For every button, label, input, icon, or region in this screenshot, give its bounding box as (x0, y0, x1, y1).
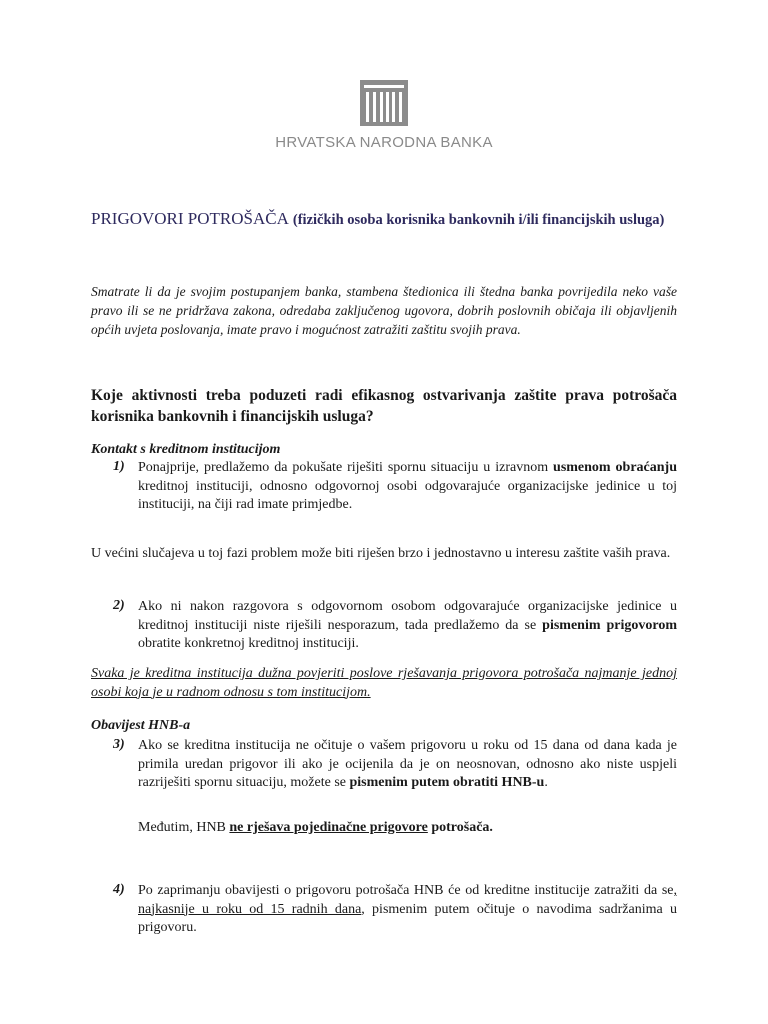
item-emphasis: ne rješava pojedinačne prigovore (229, 820, 428, 835)
logo-text: HRVATSKA NARODNA BANKA (275, 134, 493, 151)
list-number: 1) (113, 459, 125, 474)
body-paragraph: U većini slučajeva u toj fazi problem može biti riješen brzo i jednostavno u interesu zaštite vaših prava. (91, 546, 671, 561)
item-text: Međutim, HNB (138, 820, 230, 835)
title-main: PRIGOVORI POTROŠAČA (91, 209, 289, 228)
note-paragraph: Svaka je kreditna institucija dužna povjeriti poslove rješavanja prigovora potrošača najmanje jednoj osobi koja je u radnom odnosu s tom institucijom. (91, 666, 677, 700)
item-emphasis: usmenom obraćanju (553, 460, 677, 475)
item-text: potrošača. (427, 820, 493, 835)
item-text: Ako se kreditna institucija ne očituje o vašem prigovoru u roku od 15 dana od dana kada je primila uredan prigovor ili ako je ocijenila da je on neosnovan, odnosno ako niste uspjeli razriješiti spornu situaciju, možete se (138, 738, 677, 790)
title-sub: (fizičkih osoba korisnika bankovnih i/ili financijskih usluga) (292, 212, 665, 228)
item-text: kreditnoj instituciji, odnosno odgovornoj osobi odgovarajuće organizacijske jedinice u toj instituciji, na čiji rad imate primjedbe. (138, 478, 677, 512)
item-text: Po zaprimanju obavijesti o prigovoru potrošača HNB će od kreditne institucije zatražiti da se (138, 883, 674, 898)
note-hnb (113, 819, 677, 838)
item-emphasis: , najkasnije u roku od 15 radnih dana (138, 883, 677, 917)
list-number: 4) (113, 882, 125, 897)
section-heading-contact: Kontakt s kreditnom institucijom (91, 442, 281, 457)
section-heading-hnb: Obavijest HNB-a (91, 718, 191, 733)
item-text: . (544, 775, 548, 790)
item-emphasis: pismenim prigovorom (542, 617, 677, 633)
bank-building-icon (360, 80, 408, 126)
list-item-1 (113, 459, 677, 515)
list-number: 2) (113, 598, 125, 613)
intro-paragraph: Smatrate li da je svojim postupanjem banka, stambena štedionica ili štedna banka povrijedila neko vaše pravo ili se ne pridržava zakona, odredaba zaključenog ugovora, dobrih poslovnih običaja ili objavljenih općih uvjeta poslovanja, imate pravo i mogućnost zatražiti zaštitu svojih prava. (91, 284, 677, 337)
list-item-3 (113, 737, 677, 793)
question-heading: Koje aktivnosti treba poduzeti radi efikasnog ostvarivanja zaštite prava potrošača korisnika bankovnih i financijskih usluga? (91, 387, 677, 425)
page-title (91, 208, 677, 231)
item-text: Ako ni nakon razgovora s odgovornom osobom odgovarajuće organizacijske jedinice u kreditnoj instituciji niste riješili nesporazum, tada predlažemo da se (138, 599, 677, 633)
item-emphasis: pismenim putem obratiti HNB-u (349, 775, 545, 790)
item-text: obratite konkretnoj kreditnoj instituciji. (138, 636, 359, 651)
item-text: , pismenim putem očituje o navodima sadržanima u prigovoru. (138, 901, 677, 935)
list-number: 3) (113, 737, 125, 752)
hnb-logo (0, 80, 768, 151)
item-text: Ponajprije, predlažemo da pokušate riješiti spornu situaciju u izravnom (138, 460, 554, 475)
list-item-2 (113, 598, 677, 654)
list-item-4 (113, 882, 677, 938)
